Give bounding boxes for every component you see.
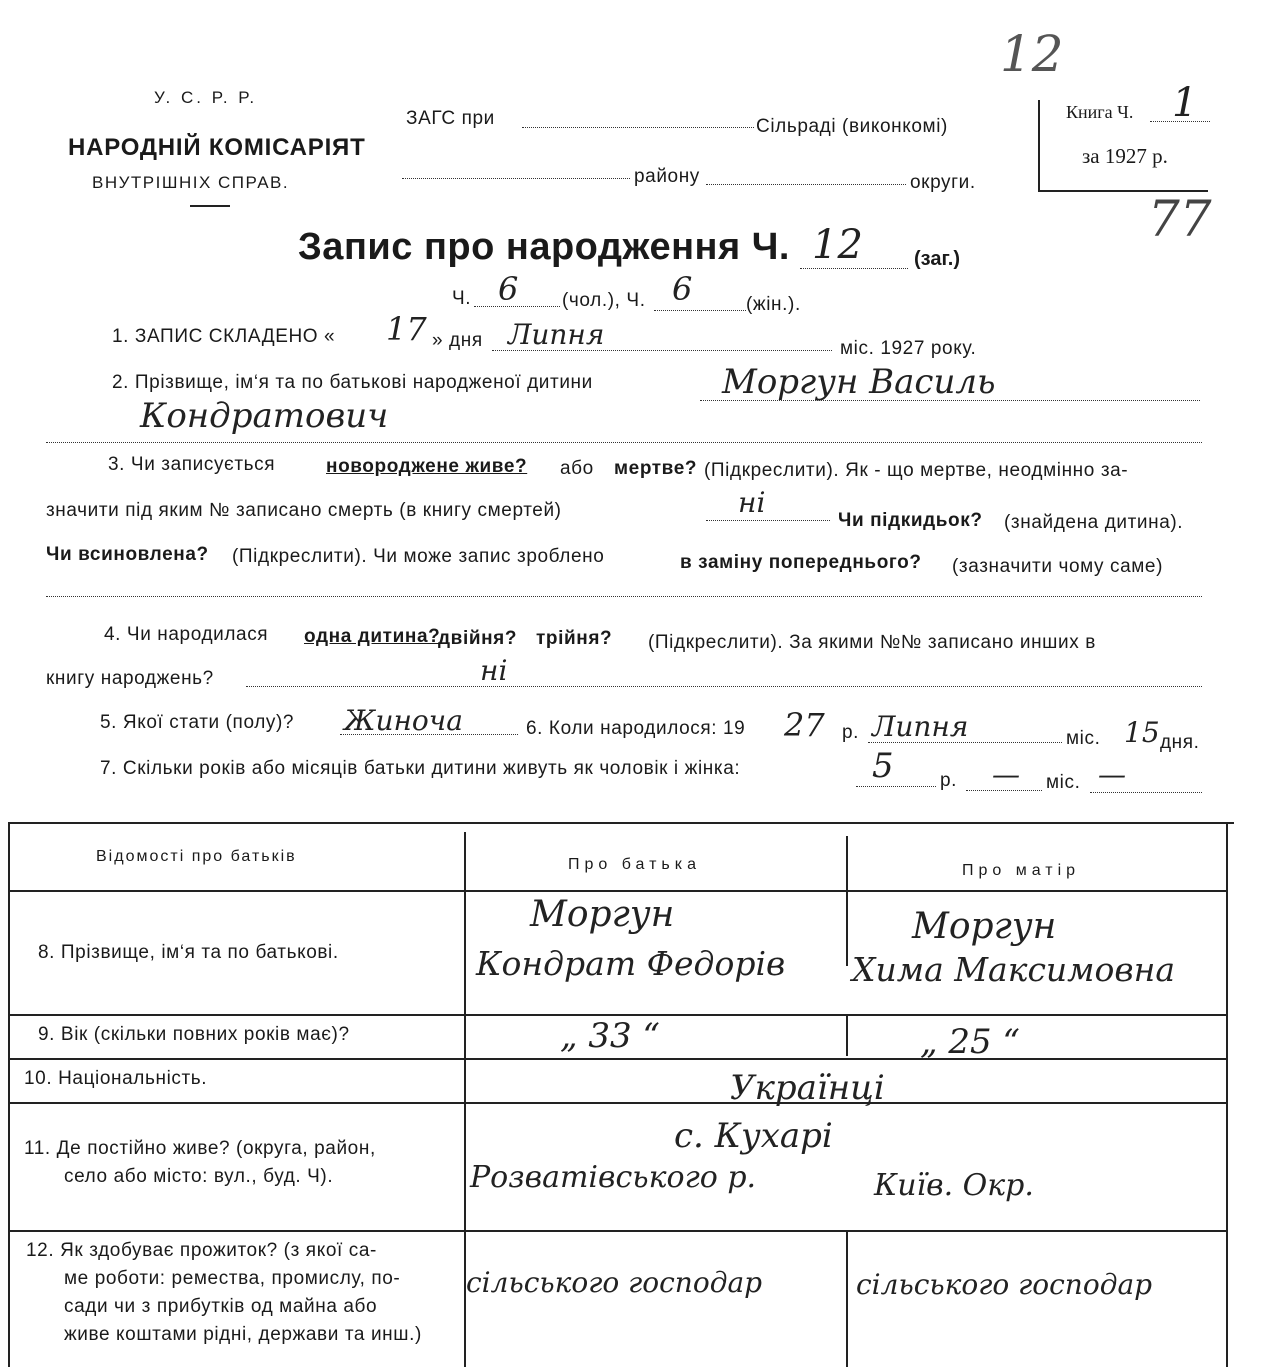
table-row9-bottom <box>8 1058 1228 1060</box>
table-head-mother: Про матір <box>962 862 1081 879</box>
field4-line2: книгу народжень? <box>46 668 214 689</box>
record-number: 12 <box>812 222 863 268</box>
table-left-border <box>8 822 10 1367</box>
book-label: Книга Ч. <box>1066 102 1134 122</box>
field2-label: 2. Прізвище, ім‘я та по батькові народженої дитини <box>112 372 593 393</box>
field1-day: 17 <box>386 310 427 348</box>
table-top-border <box>8 822 1234 824</box>
row12-label4: живе коштами рідні, держави та инш.) <box>64 1324 422 1345</box>
field6-mis: міс. <box>1066 728 1101 749</box>
rayon-line <box>402 178 630 179</box>
side-handwritten-number: 77 <box>1148 190 1212 248</box>
ch-label: Ч. <box>452 288 472 309</box>
field7-dash: — <box>1098 758 1126 791</box>
field5-line <box>340 734 518 735</box>
row9-mother-age: „ 25 “ <box>920 1022 1020 1062</box>
row8-mother-name: Хима Максимовна <box>852 950 1176 989</box>
field3-line4 <box>46 596 1202 597</box>
field6-r: р. <box>842 722 860 743</box>
record-number-line <box>800 268 908 269</box>
field4-twins: двійня? <box>438 628 518 649</box>
field4-rest: (Підкреслити). За якими №№ записано инших в <box>648 632 1096 653</box>
ussr-label: У. С. Р. Р. <box>154 88 258 107</box>
field4-triplets: трійня? <box>536 628 613 649</box>
table-head-info: Відомості про батьків <box>96 848 297 865</box>
row8-label: 8. Прізвище, ім‘я та по батькові. <box>38 942 339 963</box>
female-count-line <box>654 310 746 311</box>
field3-foundling: Чи підкидьок? <box>838 510 983 531</box>
field3-replace: в заміну попереднього? <box>680 552 922 573</box>
table-col-divider-2 <box>846 836 848 966</box>
field3-line3b: (зазначити чому саме) <box>952 556 1163 577</box>
field6-year: 27 <box>784 706 825 744</box>
female-count: 6 <box>672 270 693 308</box>
book-number-line <box>1150 121 1210 122</box>
table-col-divider-2c <box>846 1232 848 1367</box>
row12-father-occupation: сільського господар <box>466 1266 763 1299</box>
field2-line2 <box>46 442 1202 443</box>
row11-village: с. Кухарі <box>674 1116 833 1156</box>
silradi-label: Сільраді (виконкомі) <box>756 116 948 137</box>
field3-num: 3. Чи записується <box>108 454 276 475</box>
row12-label1: 12. Як здобуває прожиток? (з якої са- <box>26 1240 377 1261</box>
female-label: (жін.). <box>746 294 801 315</box>
male-label: (чол.), Ч. <box>562 290 646 311</box>
row9-father-age: „ 33 “ <box>560 1016 660 1056</box>
row11-father-place: Розватівського р. <box>470 1160 757 1195</box>
field3-found-note: (знайдена дитина). <box>1004 512 1184 533</box>
field3-alive: новороджене живе? <box>326 456 528 477</box>
row11-label1: 11. Де постійно живе? (округа, район, <box>24 1138 376 1159</box>
row11-label2: село або місто: вул., буд. Ч). <box>64 1166 334 1187</box>
field3-rest1: (Підкреслити). Як - що мертве, неодмінно за- <box>704 460 1129 481</box>
field6-dnya: дня. <box>1160 732 1200 753</box>
field1-month-line <box>492 350 832 351</box>
male-count: 6 <box>498 270 519 308</box>
field7-months: — <box>992 758 1020 791</box>
zags-label: ЗАГС при <box>406 108 495 129</box>
row10-nationality: Українці <box>730 1068 885 1108</box>
field1-label: 1. ЗАПИС СКЛАДЕНО « <box>112 326 336 347</box>
field7-years-line <box>856 786 936 787</box>
okrug-line <box>706 184 906 185</box>
row8-father-surname: Моргун <box>530 894 675 935</box>
row11-mother-place: Київ. Окр. <box>874 1168 1034 1203</box>
field6-month-line <box>868 742 1062 743</box>
table-head-father: Про батька <box>568 856 701 873</box>
table-header-bottom <box>8 890 1228 892</box>
table-row10-bottom <box>8 1102 1228 1104</box>
book-year: за 1927 р. <box>1082 144 1168 168</box>
table-row11-bottom <box>8 1230 1228 1232</box>
field2-name: Моргун Василь <box>722 362 996 402</box>
title-suffix: (заг.) <box>914 248 961 270</box>
field3-dead: мертве? <box>614 458 698 479</box>
table-right-border <box>1226 822 1228 1367</box>
field3-adopted: Чи всиновлена? <box>46 544 209 565</box>
ministry-label: НАРОДНІЙ КОМІСАРІЯТ <box>68 134 366 161</box>
row8-father-name: Кондрат Федорів <box>476 944 786 983</box>
book-box-left <box>1038 100 1040 192</box>
field3-death-value: ні <box>738 486 766 519</box>
field4-line <box>246 686 1202 687</box>
field2-patronymic: Кондратович <box>140 396 389 436</box>
field3-line2: значити під яким № записано смерть (в книгу смертей) <box>46 500 562 521</box>
field3-or: або <box>560 458 594 479</box>
rayonu-label: району <box>634 166 700 187</box>
field1-month: Липня <box>508 318 605 351</box>
field7-years: 5 <box>872 746 894 786</box>
book-number: 1 <box>1172 80 1198 126</box>
row12-label2: ме роботи: ремества, промислу, по- <box>64 1268 401 1289</box>
row8-mother-surname: Моргун <box>912 906 1057 947</box>
row9-label: 9. Вік (скільки повних років має)? <box>38 1024 350 1045</box>
field1-dnya: » дня <box>432 330 483 351</box>
row10-label: 10. Національність. <box>24 1068 208 1089</box>
okrugy-label: округи. <box>910 172 976 193</box>
field4-value: ні <box>480 654 508 687</box>
field3-line3a: (Підкреслити). Чи може запис зроблено <box>232 546 605 567</box>
field7-r: р. <box>940 770 958 791</box>
field2-line1 <box>700 400 1200 401</box>
row12-label3: сади чи з прибутків од майна або <box>64 1296 378 1317</box>
field4-num: 4. Чи народилася <box>104 624 269 645</box>
field6-label: 6. Коли народилося: 19 <box>526 718 746 739</box>
corner-handwritten-mark: 12 <box>1000 25 1064 83</box>
field7-label: 7. Скільки років або місяців батьки дитини живуть як чоловік і жінка: <box>100 758 741 779</box>
table-col-divider-2b <box>846 1014 848 1056</box>
row12-mother-occupation: сільського господар <box>856 1268 1153 1301</box>
field4-one: одна дитина? <box>304 626 441 647</box>
field1-tail: міс. 1927 року. <box>840 338 977 359</box>
field6-day: 15 <box>1124 716 1160 749</box>
header-divider <box>190 205 230 207</box>
zags-line <box>522 127 754 128</box>
field7-tail-line <box>1090 792 1202 793</box>
field3-death-line <box>706 520 830 521</box>
field7-mis: міс. <box>1046 772 1081 793</box>
field6-month: Липня <box>872 710 969 743</box>
department-label: ВНУТРІШНІХ СПРАВ. <box>92 173 290 192</box>
field5-value: Жиноча <box>344 704 463 737</box>
field7-months-line <box>966 790 1042 791</box>
male-count-line <box>474 306 560 307</box>
page-title: Запис про народження Ч. <box>298 226 790 268</box>
field5-label: 5. Якої стати (полу)? <box>100 712 295 733</box>
